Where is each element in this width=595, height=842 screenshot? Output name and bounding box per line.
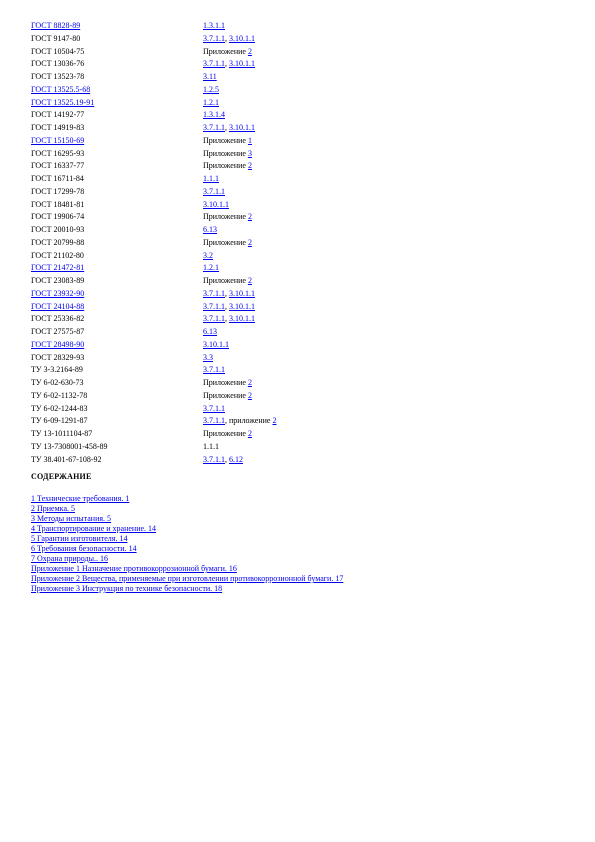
clause-reference (203, 199, 229, 212)
clause-link[interactable]: 2 (247, 237, 252, 247)
standard-designation: ТУ 13-1011104-87 (31, 429, 93, 438)
toc-link[interactable]: Приложение 3 Инструкция по технике безопасности. 18 (31, 584, 223, 593)
toc-item (31, 564, 571, 574)
toc-link[interactable]: 3 Методы испытания. 5 (31, 514, 112, 523)
clause-reference (203, 288, 255, 301)
clause-link[interactable]: 3.2 (203, 250, 213, 260)
toc-item (31, 504, 571, 514)
standard-designation: ГОСТ 13523-78 (31, 72, 85, 81)
toc-item (31, 584, 571, 594)
toc-item (31, 494, 571, 504)
standard-designation: ТУ 13-7308001-458-89 (31, 441, 108, 451)
clause-link[interactable]: 3.7.1.1 (203, 123, 225, 132)
standard-designation: ГОСТ 17299-78 (31, 186, 85, 196)
toc-link[interactable]: 6 Требования безопасности. 14 (31, 544, 137, 553)
clause-reference (203, 148, 252, 161)
reference-row (31, 403, 561, 416)
standard-designation: ГОСТ 14192-77 (31, 110, 85, 120)
standard-designation[interactable]: ГОСТ 28498-90 (31, 339, 85, 349)
standard-designation: ГОСТ 16711-84 (31, 174, 84, 183)
clause-link[interactable]: 3.7.1.1 (203, 59, 225, 69)
reference-row (31, 58, 561, 71)
clause-link[interactable]: 1.3.1.4 (203, 110, 225, 120)
standard-designation: ГОСТ 9147-80 (31, 33, 81, 43)
clause-link[interactable]: 3.7.1.1 (203, 454, 225, 464)
clause-reference (203, 224, 217, 237)
clause-link[interactable]: 2 (247, 212, 252, 222)
standard-designation: ТУ 6-02-1244-83 (31, 403, 88, 413)
reference-row (31, 390, 561, 403)
reference-row (31, 33, 561, 46)
clause-reference (203, 84, 219, 97)
clause-reference (203, 415, 276, 428)
standard-designation: ТУ 6-02-630-73 (31, 378, 84, 387)
clause-link[interactable]: 3.7.1.1 (203, 416, 225, 426)
clause-link[interactable]: 3.7.1.1 (203, 365, 225, 375)
clause-text: , приложение (225, 416, 273, 426)
clause-link[interactable]: 3.10.1.1 (203, 199, 229, 209)
clause-reference (203, 250, 213, 263)
clause-reference (203, 326, 217, 339)
clause-text: , (225, 454, 229, 464)
reference-row (31, 250, 561, 263)
clause-reference (203, 46, 252, 59)
clause-reference (203, 58, 255, 71)
clause-link[interactable]: 1.2.1 (203, 263, 219, 273)
reference-row (31, 84, 561, 97)
standard-designation[interactable]: ГОСТ 13525.5-68 (31, 84, 91, 94)
standard-designation[interactable]: ГОСТ 8828-89 (31, 21, 81, 30)
clause-reference (203, 441, 219, 454)
reference-row (31, 415, 561, 428)
clause-text: Приложение (203, 237, 248, 247)
clause-reference (203, 160, 252, 173)
standard-designation: ГОСТ 13036-76 (31, 59, 85, 69)
toc-link[interactable]: Приложение 1 Назначение противокоррозионной бумаги. 16 (31, 564, 237, 573)
clause-link[interactable]: 3.10.1.1 (229, 123, 255, 132)
clause-link[interactable]: 6.13 (203, 327, 217, 336)
clause-reference (203, 135, 252, 148)
standard-designation: ТУ 6-02-1132-78 (31, 390, 88, 400)
clause-text: Приложение (203, 212, 248, 222)
reference-row (31, 211, 561, 224)
clause-link[interactable]: 3.10.1.1 (229, 33, 255, 43)
standard-designation[interactable]: ГОСТ 13525.19-91 (31, 97, 95, 107)
clause-text: Приложение (203, 429, 248, 438)
standard-designation: ГОСТ 21102-80 (31, 250, 84, 260)
reference-row (31, 275, 561, 288)
clause-reference (203, 71, 217, 84)
clause-link[interactable]: 3.10.1.1 (229, 59, 255, 69)
clause-link[interactable]: 3.10.1.1 (229, 314, 255, 324)
clause-reference (203, 390, 252, 403)
standard-designation: ТУ 6-09-1291-87 (31, 416, 88, 426)
clause-reference (203, 237, 252, 250)
reference-row (31, 454, 561, 467)
standard-designation: ГОСТ 20010-93 (31, 225, 85, 234)
standard-designation: ТУ 3-3.2164-89 (31, 365, 83, 375)
clause-reference (203, 377, 252, 390)
standard-designation: ГОСТ 25336-82 (31, 314, 85, 324)
reference-row (31, 262, 561, 275)
reference-row (31, 428, 561, 441)
clause-link[interactable]: 3.7.1.1 (203, 314, 225, 324)
clause-link[interactable]: 3.10.1.1 (229, 288, 255, 298)
clause-reference (203, 186, 225, 199)
standard-designation: ГОСТ 16295-93 (31, 148, 85, 158)
clause-reference (203, 364, 225, 377)
clause-reference (203, 454, 243, 467)
reference-row (31, 352, 561, 365)
clause-link[interactable]: 3.10.1.1 (229, 301, 255, 311)
clause-link[interactable]: 2 (247, 429, 252, 438)
toc-link[interactable]: 5 Гарантии изготовителя. 14 (31, 534, 128, 543)
clause-reference (203, 339, 229, 352)
clause-link[interactable]: 3.7.1.1 (203, 186, 225, 196)
clause-text: Приложение (203, 135, 248, 145)
toc-item (31, 514, 571, 524)
table-of-contents (31, 494, 571, 594)
standard-designation[interactable]: ГОСТ 15150-69 (31, 135, 85, 145)
clause-reference (203, 403, 225, 416)
reference-row (31, 441, 561, 454)
reference-row (31, 377, 561, 390)
clause-reference (203, 275, 252, 288)
toc-item (31, 534, 571, 544)
toc-item (31, 524, 571, 534)
clause-text: Приложение (203, 378, 248, 387)
standard-designation: ГОСТ 23083-89 (31, 276, 85, 285)
clause-reference (203, 109, 225, 122)
reference-row (31, 199, 561, 212)
reference-row (31, 46, 561, 59)
standard-designation: ГОСТ 10504-75 (31, 46, 85, 56)
standard-designation: ГОСТ 19906-74 (31, 212, 85, 222)
clause-link[interactable]: 2 (247, 390, 252, 400)
clause-link[interactable]: 3.3 (203, 352, 213, 362)
clause-reference (203, 313, 255, 326)
toc-link[interactable]: 4 Транспортирование и хранение. 14 (31, 524, 157, 533)
standard-designation[interactable]: ГОСТ 23932-90 (31, 288, 85, 298)
clause-reference (203, 262, 219, 275)
reference-row (31, 97, 561, 110)
clause-text: , (225, 301, 229, 311)
standard-designation[interactable]: ГОСТ 21472-81 (31, 263, 85, 273)
clause-link[interactable]: 3.10.1.1 (203, 339, 229, 349)
clause-link[interactable]: 1.1.1 (203, 174, 219, 183)
reference-row (31, 237, 561, 250)
reference-row (31, 224, 561, 237)
reference-row (31, 122, 561, 135)
standard-designation: ГОСТ 27575-87 (31, 327, 85, 336)
clause-link[interactable]: 2 (272, 416, 277, 426)
reference-row (31, 160, 561, 173)
clause-text: Приложение (203, 161, 248, 171)
reference-row (31, 326, 561, 339)
clause-link[interactable]: 3.7.1.1 (203, 288, 225, 298)
clause-text: , (225, 123, 229, 132)
reference-row (31, 186, 561, 199)
toc-item (31, 574, 571, 584)
clause-link[interactable]: 1.3.1.1 (203, 21, 225, 30)
clause-reference (203, 20, 225, 33)
normative-references-table (31, 20, 561, 466)
clause-link[interactable]: 3.11 (203, 72, 217, 81)
clause-reference (203, 301, 255, 314)
clause-text: , (225, 59, 229, 69)
clause-reference (203, 428, 252, 441)
toc-link[interactable]: 7 Охрана природы.. 16 (31, 554, 108, 563)
clause-link[interactable]: 3.7.1.1 (203, 301, 225, 311)
reference-row (31, 135, 561, 148)
toc-link[interactable]: 1 Технические требования. 1 (31, 494, 130, 503)
standard-designation: ГОСТ 20799-88 (31, 237, 85, 247)
clause-link[interactable]: 3 (247, 148, 252, 158)
clause-link[interactable]: 3.7.1.1 (203, 33, 225, 43)
clause-link[interactable]: 1.2.5 (203, 84, 219, 94)
clause-text: Приложение (203, 148, 248, 158)
clause-reference (203, 33, 255, 46)
clause-reference (203, 211, 252, 224)
reference-row (31, 71, 561, 84)
reference-row (31, 173, 561, 186)
clause-link[interactable]: 2 (247, 161, 252, 171)
reference-row (31, 339, 561, 352)
clause-reference (203, 173, 219, 186)
toc-heading: СОДЕРЖАНИЕ (31, 472, 92, 481)
clause-text: Приложение (203, 276, 248, 285)
reference-row (31, 109, 561, 122)
standard-designation: ГОСТ 16337-77 (31, 161, 85, 171)
toc-item (31, 554, 571, 564)
reference-row (31, 364, 561, 377)
clause-reference (203, 122, 255, 135)
clause-link[interactable]: 3.7.1.1 (203, 403, 225, 413)
standard-designation: ГОСТ 28329-93 (31, 352, 85, 362)
standard-designation: ГОСТ 14919-83 (31, 123, 85, 132)
clause-link[interactable]: 2 (247, 378, 252, 387)
standard-designation: ГОСТ 18481-81 (31, 199, 85, 209)
clause-link[interactable]: 1 (247, 135, 252, 145)
clause-link[interactable]: 1.2.1 (203, 97, 219, 107)
reference-row (31, 148, 561, 161)
standard-designation: ТУ 38.401-67-108-92 (31, 454, 102, 464)
clause-text: , (225, 288, 229, 298)
standard-designation[interactable]: ГОСТ 24104-88 (31, 301, 85, 311)
toc-item (31, 544, 571, 554)
clause-text: , (225, 33, 229, 43)
reference-row (31, 288, 561, 301)
clause-text: Приложение (203, 390, 248, 400)
clause-link[interactable]: 6.12 (229, 454, 243, 464)
toc-link[interactable]: Приложение 2 Вещества, применяемые при изготовлении противокоррозионной бумаги. 17 (31, 574, 344, 583)
clause-text: 1.1.1 (203, 441, 219, 451)
clause-text: Приложение (203, 46, 248, 56)
reference-row (31, 313, 561, 326)
clause-link[interactable]: 6.13 (203, 225, 217, 234)
clause-link[interactable]: 2 (247, 46, 252, 56)
clause-link[interactable]: 2 (247, 276, 252, 285)
reference-row (31, 301, 561, 314)
toc-link[interactable]: 2 Приемка. 5 (31, 504, 75, 513)
clause-reference (203, 97, 219, 110)
reference-row (31, 20, 561, 33)
clause-reference (203, 352, 213, 365)
clause-text: , (225, 314, 229, 324)
